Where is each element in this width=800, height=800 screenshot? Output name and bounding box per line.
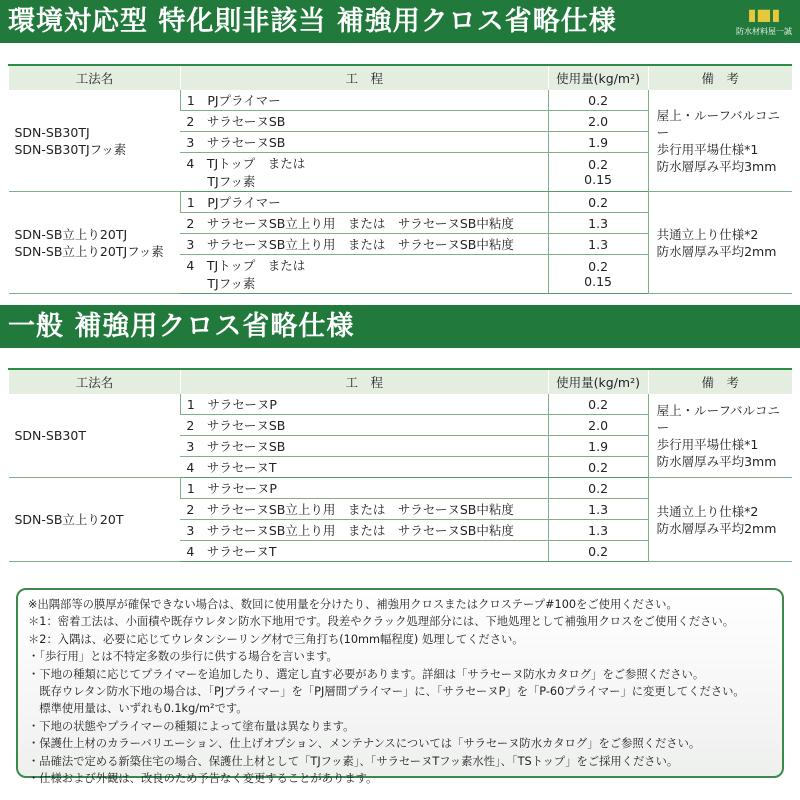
process-step: 1 PJプライマー (180, 192, 548, 213)
process-step: 3 サラセーヌSB立上り用 または サラセーヌSB中粘度 (180, 234, 548, 255)
section2-title: 一般 補強用クロス省略仕様 (8, 311, 355, 342)
usage-value: 2.0 (548, 415, 648, 436)
table-row (9, 394, 793, 415)
process-step: 2 サラセーヌSB立上り用 または サラセーヌSB中粘度 (180, 499, 548, 520)
usage-value: 0.2 0.15 (548, 255, 648, 294)
note-line: ※出隅部等の膜厚が確保できない場合は、数回に使用量を分けたり、補強用クロスまたはクロステープ#100をご使用ください。 (28, 598, 678, 611)
notes-box (16, 588, 784, 786)
usage-value: 1.3 (548, 520, 648, 541)
note-line: ・保護仕上材のカラーバリエーション、仕上げオプション、メンテナンスについては「サラセーヌ防水カタログ」をご参照ください。 (28, 737, 701, 751)
header-method: 工法名 (9, 369, 181, 394)
section1-banner (0, 0, 800, 43)
header-remarks: 備 考 (648, 65, 792, 90)
usage-value: 0.2 (548, 457, 648, 478)
logo: ▮■▮ 防水材料屋一誠 (736, 5, 792, 36)
usage-value: 0.2 (548, 541, 648, 562)
note-line: ＊1：密着工法は、小面積や既存ウレタン防水下地用です。段差やクラック処理部分には、下地処理として補強用クロスをご使用ください。 (28, 615, 735, 629)
usage-value: 1.9 (548, 436, 648, 457)
usage-value: 0.2 0.15 (548, 153, 648, 192)
remarks: 屋上・ルーフバルコニー 歩行用平場仕様*1 防水層厚み平均3mm (648, 90, 792, 192)
usage-value: 1.3 (548, 234, 648, 255)
table-row (9, 90, 793, 111)
remarks: 共通立上り仕様*2 防水層厚み平均2mm (648, 478, 792, 562)
process-step: 1 サラセーヌP (180, 394, 548, 415)
note-line: ・仕様および外観は、改良のため予告なく変更することがあります。 (28, 772, 378, 786)
process-step: 1 サラセーヌP (180, 478, 548, 499)
header-method: 工法名 (9, 65, 181, 90)
usage-value: 0.2 (548, 394, 648, 415)
remarks: 共通立上り仕様*2 防水層厚み平均2mm (648, 192, 792, 294)
method-name: SDN-SB立上り20T (9, 478, 181, 562)
header-usage: 使用量(kg/m²) (548, 65, 648, 90)
header-process: 工 程 (180, 369, 548, 394)
process-step: 4 サラセーヌT (180, 457, 548, 478)
note-line: ・品確法で定める新築住宅の場合、保護仕上材として「TJフッ素」、「サラセーヌTフッ素水性」、「TSトップ」をご採用ください。 (28, 754, 679, 768)
process-step: 2 サラセーヌSB (180, 111, 548, 132)
process-step: 2 サラセーヌSB (180, 415, 548, 436)
spec-table-1 (8, 64, 792, 294)
note-line: 既存ウレタン防水下地の場合は、「PJプライマー」を「PJ層間プライマー」に、「サラセーヌP」を「P-60プライマー」に変更してください。 (28, 685, 745, 699)
process-step: 1 PJプライマー (180, 90, 548, 111)
note-line: ＊2：入隅は、必要に応じてウレタンシーリング材で三角打ち(10mm幅程度) 処理してください。 (28, 632, 524, 646)
process-step: 3 サラセーヌSB立上り用 または サラセーヌSB中粘度 (180, 520, 548, 541)
note-line: ・「歩行用」とは不特定多数の歩行に供する場合を言います。 (28, 650, 338, 664)
note-line: ・下地の種類に応じてプライマーを追加したり、選定し直す必要があります。詳細は「サラセーヌ防水カタログ」をご参照ください。 (28, 667, 705, 681)
usage-value: 0.2 (548, 478, 648, 499)
process-step: 4 サラセーヌT (180, 541, 548, 562)
table-row (9, 478, 793, 499)
section2-banner (0, 305, 800, 348)
method-name: SDN-SB立上り20TJ SDN-SB立上り20TJフッ素 (9, 192, 181, 294)
section1-title: 環境対応型 特化則非該当 補強用クロス省略仕様 (8, 6, 617, 37)
note-line: ・下地の状態やプライマーの種類によって塗布量は異なります。 (28, 719, 355, 733)
spec-table-2 (8, 368, 792, 562)
process-step: 3 サラセーヌSB (180, 132, 548, 153)
usage-value: 0.2 (548, 90, 648, 111)
method-name: SDN-SB30TJ SDN-SB30TJフッ素 (9, 90, 181, 192)
usage-value: 0.2 (548, 192, 648, 213)
header-remarks: 備 考 (648, 369, 792, 394)
header-process: 工 程 (180, 65, 548, 90)
table-header (9, 65, 793, 90)
usage-value: 1.9 (548, 132, 648, 153)
table-header (9, 369, 793, 394)
usage-value: 1.3 (548, 213, 648, 234)
table-row (9, 192, 793, 213)
note-line: 標準使用量は、いずれも0.1kg/m²です。 (28, 702, 248, 716)
remarks: 屋上・ルーフバルコニー 歩行用平場仕様*1 防水層厚み平均3mm (648, 394, 792, 478)
usage-value: 1.3 (548, 499, 648, 520)
process-step: 2 サラセーヌSB立上り用 または サラセーヌSB中粘度 (180, 213, 548, 234)
method-name: SDN-SB30T (9, 394, 181, 478)
process-step: 4 TJトップ または TJフッ素 (180, 153, 548, 192)
usage-value: 2.0 (548, 111, 648, 132)
process-step: 3 サラセーヌSB (180, 436, 548, 457)
process-step: 4 TJトップ または TJフッ素 (180, 255, 548, 294)
header-usage: 使用量(kg/m²) (548, 369, 648, 394)
